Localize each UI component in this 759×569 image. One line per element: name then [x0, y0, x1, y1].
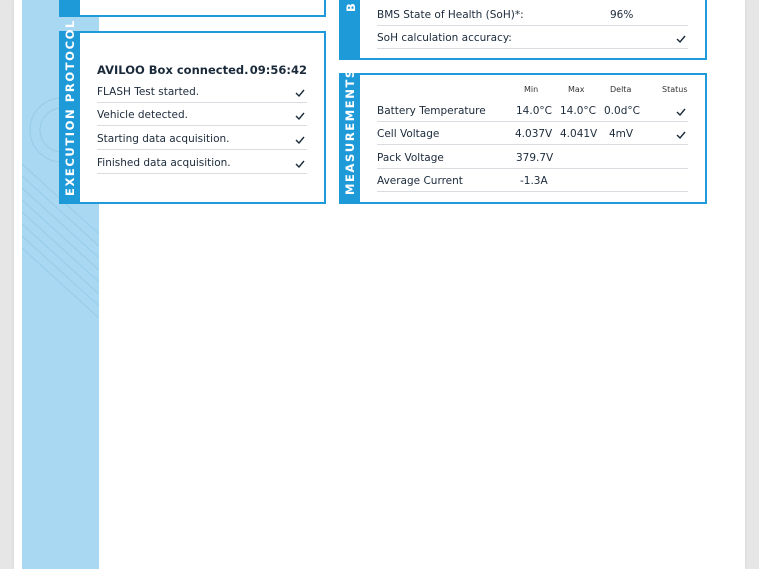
battery-health-tab-label: B — [344, 1, 358, 12]
protocol-steps — [97, 80, 307, 180]
protocol-step — [97, 80, 307, 103]
measurement-label: Cell Voltage — [377, 128, 440, 140]
measurements-table — [377, 75, 688, 200]
execution-protocol-tab — [61, 19, 80, 202]
measurement-row — [377, 122, 688, 145]
protocol-step — [97, 103, 307, 126]
battery-health-tab — [341, 0, 360, 58]
connection-time: 09:56:42 — [249, 63, 307, 77]
battery-health-card — [339, 0, 707, 60]
connection-title: AVILOO Box connected. — [97, 63, 249, 77]
soh-row — [377, 3, 688, 26]
protocol-step — [97, 127, 307, 150]
execution-protocol-tab-label: EXECUTION PROTOCOL — [63, 19, 77, 196]
checkmark-icon — [295, 135, 305, 145]
execution-protocol-card — [59, 19, 326, 204]
protocol-step-label: FLASH Test started. — [97, 86, 200, 98]
measurement-label: Battery Temperature — [377, 105, 486, 117]
checkmark-icon — [295, 111, 305, 121]
protocol-step — [97, 151, 307, 174]
soh-accuracy-label: SoH calculation accuracy: — [377, 32, 512, 44]
soh-accuracy-row — [377, 26, 688, 49]
measurement-label: Pack Voltage — [377, 152, 444, 164]
report-page — [14, 0, 745, 569]
measurement-row — [377, 169, 688, 192]
protocol-step-label: Starting data acquisition. — [97, 133, 230, 145]
measurement-row — [377, 146, 688, 169]
checkmark-icon — [295, 88, 305, 98]
checkmark-icon — [295, 159, 305, 169]
measurement-max: 4.041V — [560, 128, 598, 140]
top-left-card-tab — [61, 0, 80, 15]
measurements-tab-label: MEASUREMENTS — [343, 68, 357, 195]
top-left-card — [59, 0, 326, 17]
checkmark-icon — [676, 34, 686, 44]
column-header-min: Min — [524, 85, 539, 94]
protocol-step-label: Vehicle detected. — [97, 109, 188, 121]
measurement-row — [377, 99, 688, 122]
measurement-delta: 4mV — [609, 128, 634, 140]
column-header-status: Status — [662, 85, 688, 94]
measurement-min: 379.7V — [516, 152, 554, 164]
checkmark-icon — [676, 130, 686, 140]
measurement-delta: 0.0d°C — [604, 105, 640, 117]
measurement-min: -1.3A — [520, 175, 548, 187]
measurement-min: 14.0°C — [516, 105, 552, 117]
column-header-max: Max — [568, 85, 585, 94]
measurement-max: 14.0°C — [560, 105, 596, 117]
soh-value: 96% — [610, 9, 634, 21]
measurements-tab — [341, 68, 360, 202]
checkmark-icon — [676, 107, 686, 117]
battery-health-rows — [377, 0, 688, 52]
measurements-card — [339, 68, 707, 204]
column-header-delta: Delta — [610, 85, 632, 94]
protocol-step-label: Finished data acquisition. — [97, 157, 231, 169]
measurement-min: 4.037V — [515, 128, 553, 140]
measurement-label: Average Current — [377, 175, 463, 187]
soh-label: BMS State of Health (SoH)*: — [377, 9, 524, 21]
